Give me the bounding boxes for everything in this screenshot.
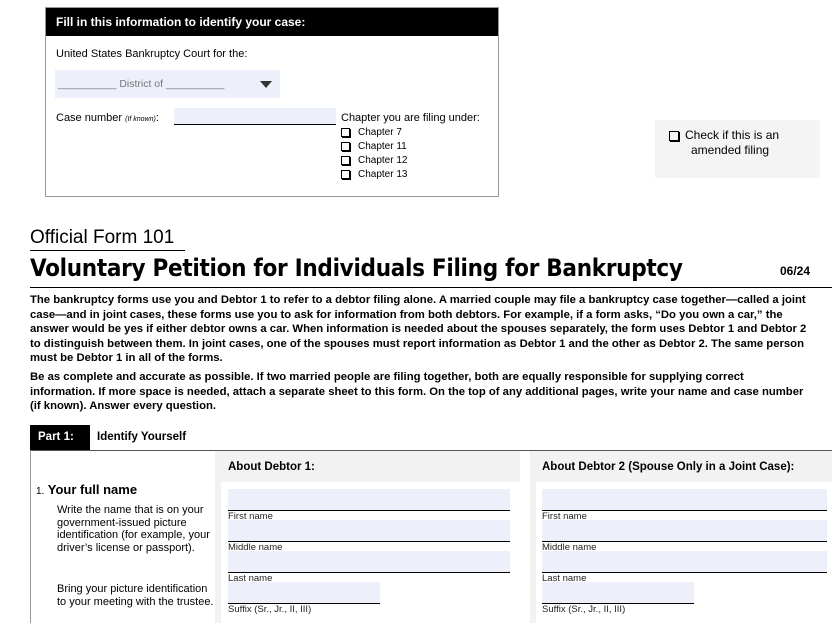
chapter-13-checkbox[interactable]: Chapter 13 xyxy=(341,168,407,182)
form-number: Official Form 101 xyxy=(30,227,185,251)
checkbox-icon xyxy=(669,131,679,141)
debtor2-first-name-input[interactable] xyxy=(542,489,827,511)
checkbox-icon xyxy=(341,170,350,179)
question-1-help-2: Bring your picture identification to your meeting with the trustee. xyxy=(57,583,214,608)
divider xyxy=(30,287,832,288)
amended-filing-checkbox[interactable]: Check if this is an amended filing xyxy=(655,120,820,178)
part-title: Identify Yourself xyxy=(97,431,187,443)
court-label: United States Bankruptcy Court for the: xyxy=(56,48,248,60)
debtor2-suffix-input[interactable] xyxy=(542,582,694,604)
checkbox-icon xyxy=(341,156,350,165)
chapter-11-checkbox[interactable]: Chapter 11 xyxy=(341,140,407,154)
debtor2-last-name-input[interactable] xyxy=(542,551,827,573)
debtor2-header: About Debtor 2 (Spouse Only in a Joint Case): xyxy=(542,461,795,473)
debtor2-middle-name-input[interactable] xyxy=(542,520,827,542)
case-box-header: Fill in this information to identify your case: xyxy=(46,8,498,36)
debtor1-header: About Debtor 1: xyxy=(228,461,315,473)
case-number-input[interactable] xyxy=(174,108,336,125)
district-text: __________ District of __________ xyxy=(58,78,225,90)
intro-paragraph-1: The bankruptcy forms use you and Debtor 1 to refer to a debtor filing alone. A married couple may file a bankruptcy case together—called a joint case—and in joint cases, these forms use you to ask for information from both debtors. For example, if a form asks, “Do you own a car,” the answer would be yes if either debtor owns a car. When information is needed about the spouses separately, the form uses Debtor 1 and Debtor 2 to distinguish between them. In joint cases, one of the spouses must report information as Debtor 1 and the other as Debtor 2. The same person must be Debtor 1 in all of the forms. xyxy=(30,294,807,364)
checkbox-icon xyxy=(341,128,350,137)
debtor1-first-name-input[interactable] xyxy=(228,489,510,511)
part-label: Part 1: xyxy=(30,425,90,451)
district-select[interactable] xyxy=(55,70,280,98)
chapter-12-checkbox[interactable]: Chapter 12 xyxy=(341,154,407,168)
intro-paragraph-2: Be as complete and accurate as possible. If two married people are filing together, both are equally responsible for supplying correct information. If more space is needed, attach a separate sheet to this form. On the top of any additional pages, write your name and case number (if known). Answer every question. xyxy=(30,371,804,412)
debtor1-suffix-input[interactable] xyxy=(228,582,380,604)
debtor1-last-name-input[interactable] xyxy=(228,551,510,573)
chapter-7-checkbox[interactable]: Chapter 7 xyxy=(341,126,407,140)
form-date: 06/24 xyxy=(780,264,811,278)
page-title: Voluntary Petition for Individuals Filing for Bankruptcy xyxy=(30,254,683,282)
chapter-label: Chapter you are filing under: xyxy=(341,112,480,124)
checkbox-icon xyxy=(341,142,350,151)
question-1-title: 1. Your full name xyxy=(36,482,138,497)
question-1-help: Write the name that is on your government-issued picture identification (for example, your driver’s license or passport). xyxy=(57,504,210,554)
debtor1-middle-name-input[interactable] xyxy=(228,520,510,542)
divider xyxy=(30,450,31,623)
chevron-down-icon xyxy=(260,81,272,88)
case-number-label: Case number (If known): xyxy=(56,112,159,124)
case-info-box xyxy=(45,7,499,197)
